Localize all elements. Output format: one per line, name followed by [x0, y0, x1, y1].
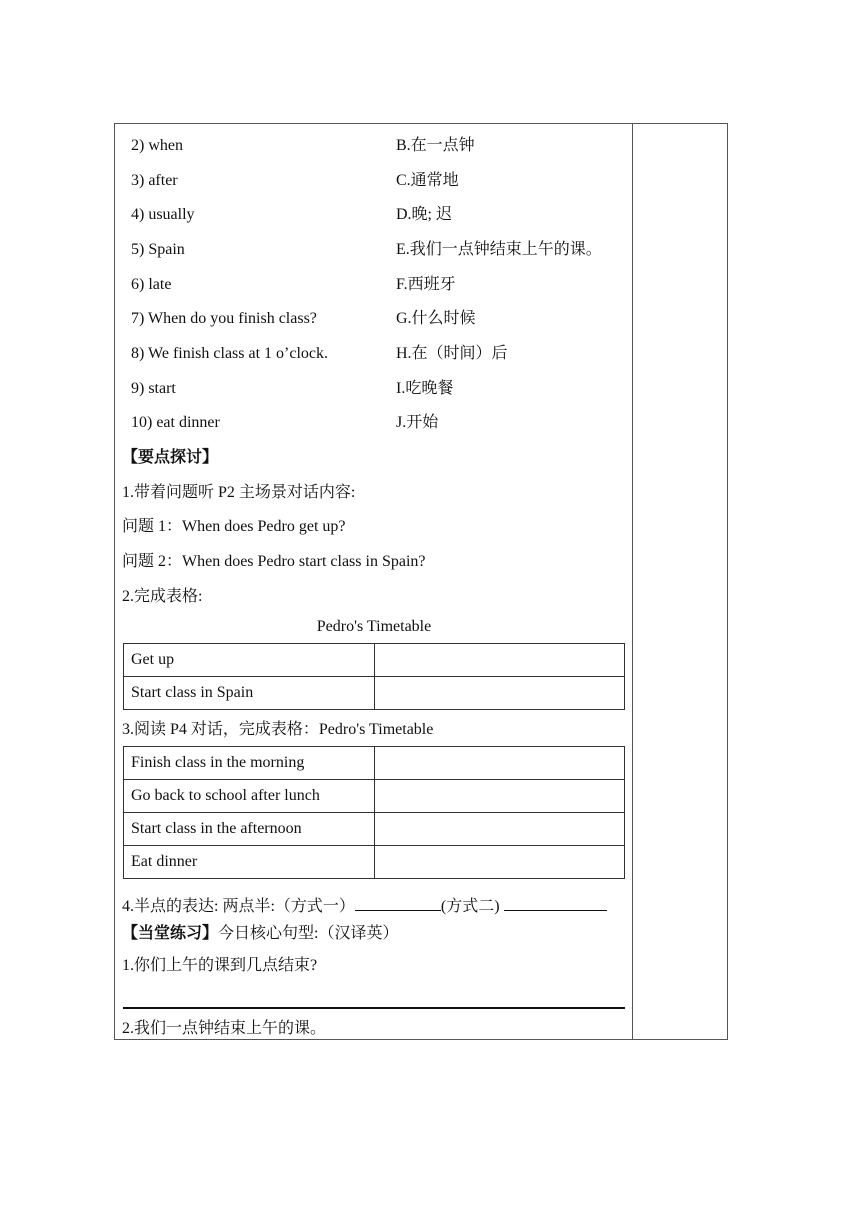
question-2-intro: 2.完成表格:	[122, 588, 203, 605]
table-row	[124, 780, 625, 813]
table-cell-label: Start class in Spain	[124, 677, 375, 710]
matching-left-4: 5) Spain	[131, 241, 185, 258]
matching-right-9: J.开始	[396, 414, 439, 431]
practice-item-1: 1.你们上午的课到几点结束?	[122, 957, 318, 974]
practice-item-2: 2.我们一点钟结束上午的课。	[122, 1020, 327, 1037]
matching-left-7: 8) We finish class at 1 o’clock.	[131, 345, 329, 362]
table-cell-label: Go back to school after lunch	[124, 780, 375, 813]
section-heading-practice: 【当堂练习】	[122, 925, 219, 942]
matching-left-3: 4) usually	[131, 206, 195, 223]
table-cell-label: Get up	[124, 644, 375, 677]
answer-blank-2[interactable]	[504, 894, 607, 911]
question-4-prefix: 4.半点的表达: 两点半:（方式一）	[122, 898, 355, 915]
table-cell-answer[interactable]	[374, 780, 624, 813]
answer-blank-1[interactable]	[355, 894, 441, 911]
matching-left-2: 3) after	[131, 172, 178, 189]
question-4-middle: (方式二)	[440, 898, 500, 915]
table-row	[124, 846, 625, 879]
matching-right-8: I.吃晚餐	[396, 380, 454, 397]
table-row	[124, 644, 625, 677]
practice-heading-line	[122, 924, 398, 944]
matching-left-8: 9) start	[131, 380, 176, 397]
table-cell-answer[interactable]	[374, 644, 624, 677]
table-row	[124, 677, 625, 710]
matching-right-1: B.在一点钟	[396, 137, 475, 154]
matching-right-5: F.西班牙	[396, 276, 456, 293]
matching-right-6: G.什么时候	[396, 310, 476, 327]
section-heading-key-points: 【要点探讨】	[122, 449, 219, 466]
table-cell-label: Start class in the afternoon	[124, 813, 375, 846]
table-cell-label: Finish class in the morning	[124, 747, 375, 780]
question-1-intro: 1.带着问题听 P2 主场景对话内容:	[122, 484, 356, 501]
table-cell-answer[interactable]	[374, 846, 624, 879]
matching-left-9: 10) eat dinner	[131, 414, 220, 431]
question-1-item-1: 问题 1：When does Pedro get up?	[122, 518, 346, 535]
matching-right-4: E.我们一点钟结束上午的课。	[396, 241, 602, 258]
matching-left-5: 6) late	[131, 276, 172, 293]
question-4	[122, 894, 607, 917]
table-cell-label: Eat dinner	[124, 846, 375, 879]
question-1-item-2: 问题 2：When does Pedro start class in Spain?	[122, 553, 426, 570]
question-3-intro: 3.阅读 P4 对话，完成表格：Pedro's Timetable	[122, 721, 434, 738]
table-cell-answer[interactable]	[374, 677, 624, 710]
table-cell-answer[interactable]	[374, 813, 624, 846]
practice-subtitle: 今日核心句型:（汉译英）	[218, 925, 399, 942]
table-row	[124, 747, 625, 780]
matching-right-2: C.通常地	[396, 172, 459, 189]
answer-line[interactable]	[123, 1007, 625, 1009]
matching-left-6: 7) When do you finish class?	[131, 310, 317, 327]
matching-right-7: H.在（时间）后	[396, 345, 508, 362]
matching-right-3: D.晚; 迟	[396, 206, 453, 223]
timetable-1	[123, 643, 625, 710]
matching-left-1: 2) when	[131, 137, 183, 154]
timetable-2	[123, 746, 625, 879]
table-row	[124, 813, 625, 846]
frame-column-divider	[632, 123, 633, 1040]
table-cell-answer[interactable]	[374, 747, 624, 780]
timetable-caption: Pedro's Timetable	[316, 618, 432, 635]
